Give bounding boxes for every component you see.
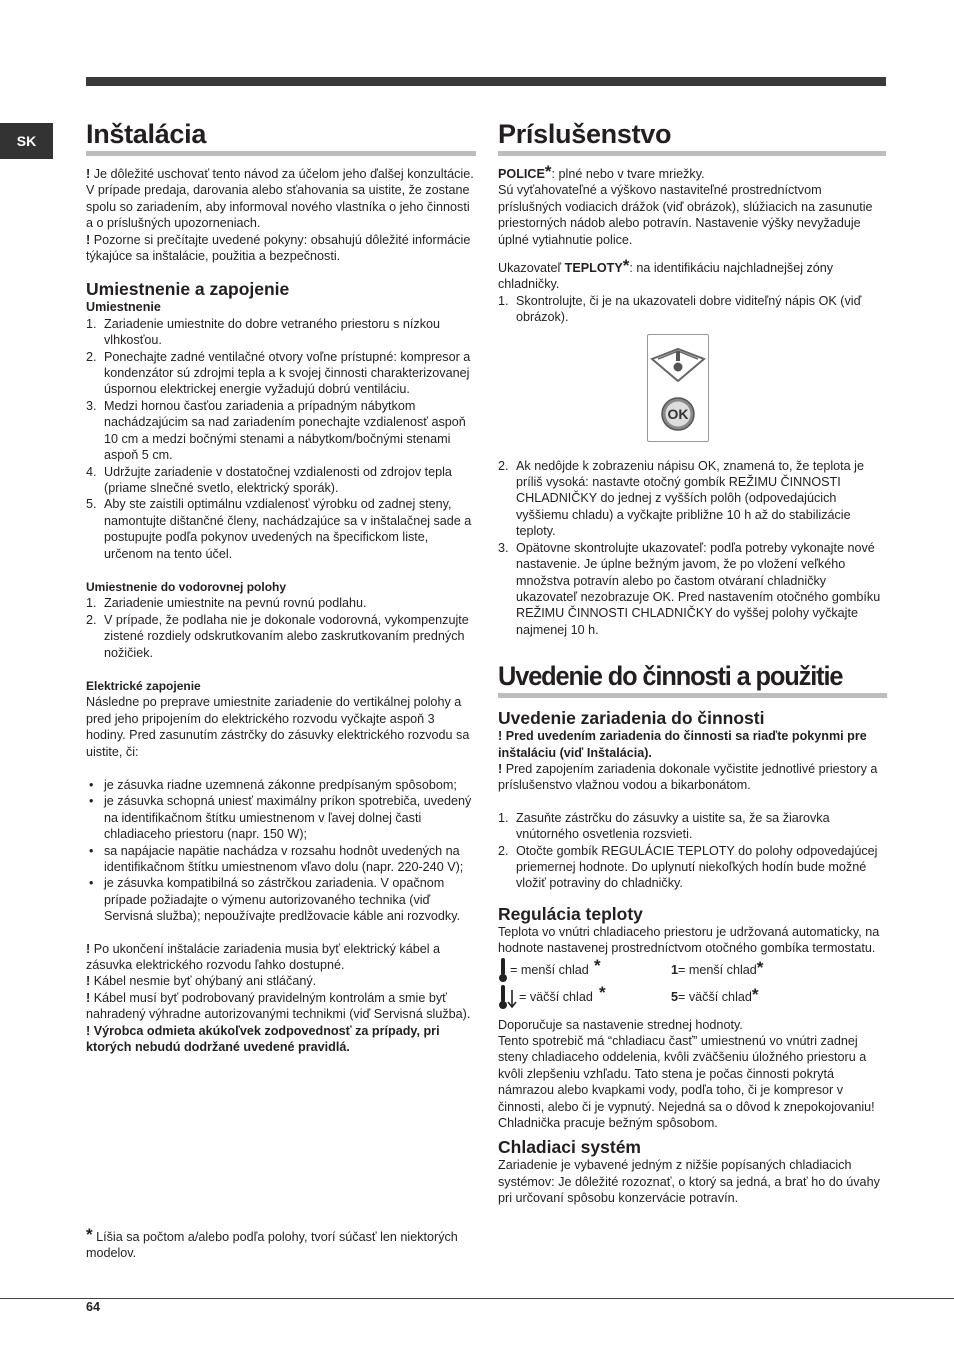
- list-text: Otočte gombík REGULÁCIE TEPLOTY do polohy odpovedajúcej priemernej hodnote. Do uplynutí niekoľkých hodín bude možné vložiť potraviny do chladničky.: [516, 843, 878, 891]
- list-marker: •: [89, 794, 94, 809]
- list-item: [498, 843, 886, 892]
- list-item: [86, 464, 476, 497]
- list-text: Ak nedôjde k zobrazeniu nápisu OK, znamená to, že teplota je príliš vysoká: nastavte otočný gombík REŽIMU ČINNOSTI CHLADNIČKY do jednej z vyšších polôh (odpovedajúcich vyššiemu chladu) a vyčkajte približne 10 h až do stabilizácie teploty.: [516, 458, 864, 539]
- placement-heading: Umiestnenie: [86, 300, 161, 315]
- list-item: [498, 540, 886, 638]
- list-text: Zariadenie umiestnite na pevnú rovnú podlahu.: [104, 596, 367, 611]
- subsection-temperature: Regulácia teploty: [498, 903, 643, 924]
- list-text: Opätovne skontrolujte ukazovateľ: podľa potreby vykonajte nové nastavenie. Je úplne bežným javom, že po vložení veľkého množstva potravín alebo po častom otváraní chladničky ukazovateľ nezobrazuje OK. Pred nastavením otočného gombíku REŽIMU ČINNOSTI CHLADNIČKY do vyššej polohy vyčkajte najmenej 10 h.: [516, 540, 881, 637]
- list-marker: 2.: [86, 349, 97, 364]
- shelves-desc: Sú vyťahovateľné a výškovo nastaviteľné prostredníctvom príslušných vodiacich drážok (viď obrázok), slúžiacich na zasunutie priestorných nádob alebo potravín. Nastavenie výšky nevyžaduje úplné vytiahnutie police.: [498, 183, 873, 247]
- level-list: [86, 595, 476, 661]
- list-item: [498, 293, 886, 326]
- list-item: [86, 316, 476, 349]
- subsection-startup: Uvedenie zariadenia do činnosti: [498, 708, 765, 729]
- header-rule: [86, 77, 886, 86]
- list-item: [86, 843, 476, 876]
- footer-rule: [0, 1298, 954, 1299]
- list-text: sa napájacie napätie nachádza v rozsahu hodnôt uvedených na identifikačnom štítku umiestnenom vľavo dolu (napr. 220-240 V);: [104, 843, 464, 875]
- temp-legend-more: = väčší chlad * 5= väčší chlad*: [498, 984, 886, 1011]
- indicator-steps: [498, 293, 886, 326]
- list-item: [86, 398, 476, 464]
- ok-label: OK: [667, 405, 689, 422]
- list-item: [86, 595, 476, 611]
- temperature-text: Teplota vo vnútri chladiaceho priestoru je udržovaná automaticky, na hodnote nastavenej prostredníctvom otočného gombíka termostatu.: [498, 924, 880, 956]
- list-marker: •: [89, 876, 94, 891]
- list-text: je zásuvka riadne uzemnená zákonne predpísaným spôsobom;: [104, 778, 457, 792]
- intro-2: ! Pozorne si prečítajte uvedené pokyny: obsahujú dôležité informácie týkajúce sa inštalácie, použitia a bezpečnosti.: [86, 232, 471, 264]
- list-item: [498, 458, 886, 540]
- list-text: je zásuvka schopná uniesť maximálny príkon spotrebiča, uvedený na identifikačnom štítku umiestnenom v ľavej dolnej časti chladiaceho priestoru (napr. 150 W);: [104, 794, 472, 842]
- list-item: [86, 496, 476, 562]
- list-text: Skontrolujte, či je na ukazovateli dobre viditeľný nápis OK (viď obrázok).: [516, 293, 862, 325]
- cooling-text: Zariadenie je vybavené jedným z nižšie popísaných chladiacich systémov: Je dôležité rozoznať, o ktorý sa jedná, a brať ho do úvahy pri určovaní spôsobu konzervácie potravín.: [498, 1158, 880, 1206]
- indicator-line: Ukazovateľ TEPLOTY*: na identifikáciu najchladnejšej zóny chladničky.: [498, 256, 834, 292]
- list-item: [498, 810, 886, 843]
- list-marker: •: [89, 843, 94, 858]
- warning-3: ! Kábel musí byť podrobovaný pravidelným kontrolám a smie byť nahradený výhradne autorizovanými technikmi (viď Servisná služba).: [86, 990, 471, 1022]
- list-text: Ponechajte zadné ventilačné otvory voľne prístupné: kompresor a kondenzátor sú zdrojmi tepla a k svojej činnosti charakterizovanej úspornou elektrickej energie vyžadujú dobrú ventiláciu.: [104, 349, 471, 397]
- temperature-description: Tento spotrebič má “chladiacu časť” umiestnenú vo vnútri zadnej steny chladiaceho oddelenia, kvôli zväčšeniu úložného priestoru a kvôli zlepšeniu vzhľadu. Tato stena je počas činnosti pokrytá námrazou alebo kvapkami vody, podľa toho, či je kompresor v činnosti, alebo či je vypnutý. Nejedná sa o dôvod k znepokojovaniu! Chladnička pracuje bežným spôsobom.: [498, 1034, 875, 1131]
- list-marker: 2.: [498, 458, 509, 473]
- list-item: [86, 349, 476, 398]
- temp-legend-less: = menší chlad * 1= menší chlad*: [498, 957, 886, 984]
- left-column: [86, 118, 476, 1056]
- list-marker: •: [89, 778, 94, 792]
- placement-list: [86, 316, 476, 562]
- electric-text: Následne po preprave umiestnite zariadenie do vertikálnej polohy a pred jeho pripojením do elektrického rozvodu vyčkajte aspoň 3 hodiny. Pred zasunutím zástrčky do zásuvky elektrického rozvodu sa uistite, či:: [86, 695, 470, 759]
- page-number: 64: [86, 1300, 101, 1314]
- list-marker: 1.: [498, 810, 509, 825]
- list-item: [86, 777, 476, 793]
- list-item: [86, 875, 476, 924]
- list-marker: 2.: [86, 612, 97, 627]
- list-text: Medzi hornou časťou zariadenia a prípadným nábytkom nachádzajúcim sa nad zariadením ponechajte vzdialenosť aspoň 10 cm a medzi bočnými stenami a nábytkom/bočnými stenami aspoň 5 cm.: [104, 398, 466, 463]
- list-marker: 4.: [86, 464, 97, 479]
- section-title-installation: Inštalácia: [86, 118, 476, 156]
- shelves-line: POLICE*: plné nebo v tvare mriežky.: [498, 162, 705, 181]
- list-marker: 2.: [498, 843, 509, 858]
- footnote: * Líšia sa počtom a/alebo podľa polohy, tvorí súčasť len niektorých modelov.: [86, 1225, 458, 1261]
- level-heading: Umiestnenie do vodorovnej polohy: [86, 579, 287, 594]
- warning-4: ! Výrobca odmieta akúkoľvek zodpovednosť za prípady, pri ktorých nebudú dodržané uvedené pravidlá.: [86, 1023, 440, 1055]
- subsection-placement-connection: Umiestnenie a zapojenie: [86, 279, 290, 300]
- list-marker: 5.: [86, 497, 97, 512]
- indicator-drawing: [648, 335, 708, 441]
- startup-warning-2: ! Pred zapojením zariadenia dokonale vyčistite jednotlivé priestory a príslušenstvo vlažnou vodou a bikarbonátom.: [498, 761, 878, 793]
- indicator-steps-continued: [498, 458, 886, 638]
- electric-heading: Elektrické zapojenie: [86, 678, 201, 693]
- temperature-indicator-figure: [647, 334, 709, 442]
- right-column: [498, 118, 886, 1207]
- subsection-cooling: Chladiaci systém: [498, 1137, 641, 1158]
- section-title-accessories: Príslušenstvo: [498, 118, 886, 156]
- list-marker: 3.: [86, 398, 97, 413]
- intro-1: ! Je dôležité uschovať tento návod za účelom jeho ďalšej konzultácie. V prípade predaja, darovania alebo sťahovania sa uistite, že zostane spolu so zariadením, aby informoval nového vlastníka o jeho činnosti a o príslušných upozorneniach.: [86, 167, 474, 231]
- list-text: V prípade, že podlaha nie je dokonale vodorovná, vykompenzujte zistené rozdiely odskrutkovaním alebo zaskrutkovaním predných nožičiek.: [104, 612, 469, 660]
- section-title-startup-use: Uvedenie do činnosti a použitie: [498, 660, 887, 698]
- list-text: Zariadenie umiestnite do dobre vetraného priestoru s nízkou vlhkosťou.: [104, 316, 441, 348]
- startup-steps: [498, 810, 886, 892]
- list-marker: 1.: [498, 293, 509, 308]
- list-item: [86, 793, 476, 842]
- list-text: Zasuňte zástrčku do zásuvky a uistite sa, že sa žiarovka vnútorného osvetlenia rozsvieti.: [516, 810, 830, 842]
- thermometer-high-icon: [498, 984, 518, 1011]
- list-marker: 1.: [86, 596, 97, 611]
- thermometer-low-icon: [498, 957, 510, 984]
- list-text: Aby ste zaistili optimálnu vzdialenosť výrobku od zadnej steny, namontujte dištančné členy, nachádzajúce sa v inštalačnej sade a postupujte podľa pokynov uvedených na špecifickom liste, určenom na tento účel.: [104, 497, 472, 561]
- warning-1: ! Po ukončení inštalácie zariadenia musia byť elektrický kábel a zásuvka elektrického rozvodu ľahko dostupné.: [86, 941, 441, 973]
- list-item: [86, 612, 476, 661]
- startup-warning-1: ! Pred uvedením zariadenia do činnosti sa riaďte pokynmi pre inštaláciu (viď Inštalácia).: [498, 729, 867, 760]
- list-text: je zásuvka kompatibilná so zástrčkou zariadenia. V opačnom prípade požiadajte o výmenu autorizovaného technika (viď Servisná služba); nepoužívajte predlžovacie káble ani rozvodky.: [104, 876, 461, 924]
- list-marker: 3.: [498, 540, 509, 555]
- list-marker: 1.: [86, 316, 97, 331]
- indicator-drop: [674, 362, 683, 371]
- language-tab: SK: [0, 123, 53, 159]
- electric-checklist: [86, 777, 476, 925]
- list-text: Udržujte zariadenie v dostatočnej vzdialenosti od zdrojov tepla (priame slnečné svetlo, elektrický sporák).: [104, 464, 452, 495]
- warning-2: ! Kábel nesmie byť ohýbaný ani stláčaný.: [86, 974, 317, 989]
- temperature-recommendation: Doporučuje sa nastavenie strednej hodnoty.: [498, 1017, 743, 1032]
